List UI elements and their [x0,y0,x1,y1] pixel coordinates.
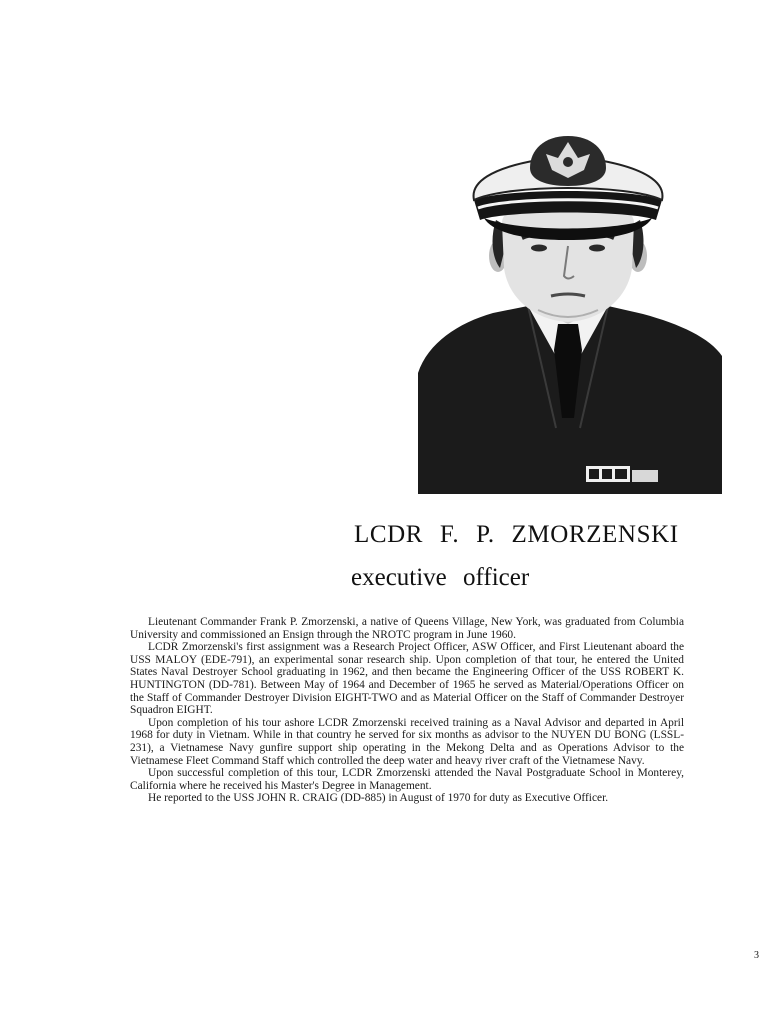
page-number: 3 [754,950,759,961]
officer-name-heading: LCDR F. P. ZMORZENSKI [354,521,679,548]
officer-portrait-photo [418,128,722,494]
bio-paragraph: He reported to the USS JOHN R. CRAIG (DD-885) in August of 1970 for duty as Executive Officer. [148,792,609,805]
bio-paragraph: Lieutenant Commander Frank P. Zmorzenski, a native of Queens Village, New York, was graduated from Columbia University and commissioned an Ensign through the NROTC program in June 1960. [130,616,684,641]
bio-paragraph: Upon completion of his tour ashore LCDR Zmorzenski received training as a Naval Advisor and departed in April 1968 for duty in Vietnam. While in that country he served for six months as advisor to the NUYEN DU BONG (LSSL-231), a Vietnamese Navy gunfire support ship operating in the Mekong Delta and as Operations Advisor to the Vietnamese Fleet Command Staff which controlled the deep water and heavy river craft of the Vietnamese Navy. [130,716,684,767]
officer-biography [130,616,684,805]
officer-title-heading: executive officer [351,564,530,591]
bio-paragraph: Upon successful completion of this tour, LCDR Zmorzenski attended the Naval Postgraduate School in Monterey, California where he received his Master's Degree in Management. [130,767,684,792]
bio-paragraph: LCDR Zmorzenski's first assignment was a Research Project Officer, ASW Officer, and First Lieutenant aboard the USS MALOY (EDE-791), an experimental sonar research ship. Upon completion of that tour, he entered the United States Naval Destroyer School graduating in 1962, and then became the Engineering Officer of the USS ROBERT K. HUNTINGTON (DD-781). Between May of 1964 and December of 1965 he served as Material/Operations Officer on the Staff of Commander Destroyer Division EIGHT-TWO and as Material Officer on the Staff of Commander Destroyer Squadron EIGHT. [130,641,684,717]
